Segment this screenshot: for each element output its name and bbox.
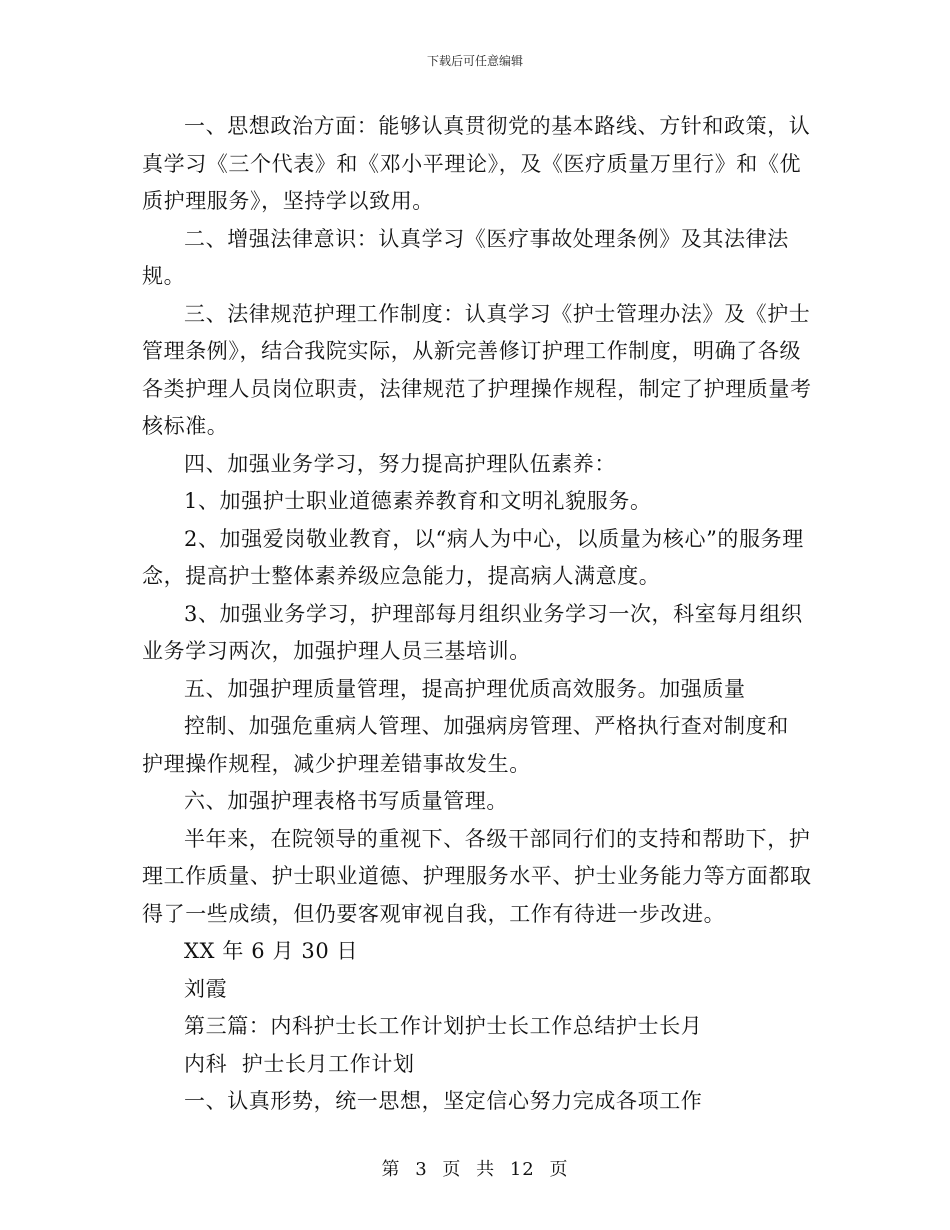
paragraph-date: XX 年 6 月 30 日 — [184, 939, 359, 963]
paragraph-summary: 半年来，在院领导的重视下、各级干部同行们的支持和帮助下，护理工作质量、护士职业道德、护理服务水平、护士业务能力等方面都取得了一些成绩，但仍要客观审视自我，工作有待进一步改进。 — [142, 826, 812, 926]
paragraph-item-2: 2、加强爱岗敬业教育，以“病人为中心，以质量为核心”的服务理念，提高护士整体素养级应急能力，提高病人满意度。 — [142, 526, 804, 588]
paragraph-politics: 一、思想政治方面：能够认真贯彻党的基本路线、方针和政策，认真学习《三个代表》和《邓小平理论》，及《医疗质量万里行》和《优质护理服务》，坚持学以致用。 — [142, 114, 811, 213]
paragraph-item-3: 3、加强业务学习，护理部每月组织业务学习一次，科室每月组织业务学习两次，加强护理人员三基培训。 — [142, 601, 803, 663]
page-footer: 第 3 页 共 12 页 — [381, 1159, 569, 1180]
paragraph-plan-item-1: 一、认真形势，统一思想，坚定信心努力完成各项工作 — [184, 1089, 703, 1113]
paragraph-plan-subtitle: 内科 护士长月工作计划 — [184, 1051, 415, 1076]
paragraph-legal-awareness: 二、增强法律意识：认真学习《医疗事故处理条例》及其法律法规。 — [142, 226, 789, 288]
paragraph-section-title: 第三篇：内科护士长工作计划护士长工作总结护士长月 — [184, 1014, 703, 1038]
paragraph-nursing-regulations: 三、法律规范护理工作制度：认真学习《护士管理办法》及《护士管理条例》，结合我院实际，从新完善修订护理工作制度，明确了各级各类护理人员岗位职责，法律规范了护理操作规程，制定了护理质量考核标准。 — [142, 301, 812, 438]
paragraph-quality-control-cont: 护理操作规程，减少护理差错事故发生。 — [142, 751, 531, 776]
paragraph-quality-control: 控制、加强危重病人管理、加强病房管理、严格执行查对制度和 — [184, 714, 789, 738]
paragraph-item-1: 1、加强护士职业道德素养教育和文明礼貌服务。 — [184, 489, 652, 513]
document-body — [142, 108, 814, 1121]
paragraph-study-heading: 四、加强业务学习，努力提高护理队伍素养： — [184, 451, 616, 476]
page-header: 下载后可任意编辑 — [426, 54, 523, 68]
paragraph-author: 刘霞 — [184, 976, 228, 1001]
paragraph-quality-management: 五、加强护理质量管理，提高护理优质高效服务。加强质量 — [184, 676, 746, 701]
paragraph-forms-management: 六、加强护理表格书写质量管理。 — [184, 789, 508, 813]
